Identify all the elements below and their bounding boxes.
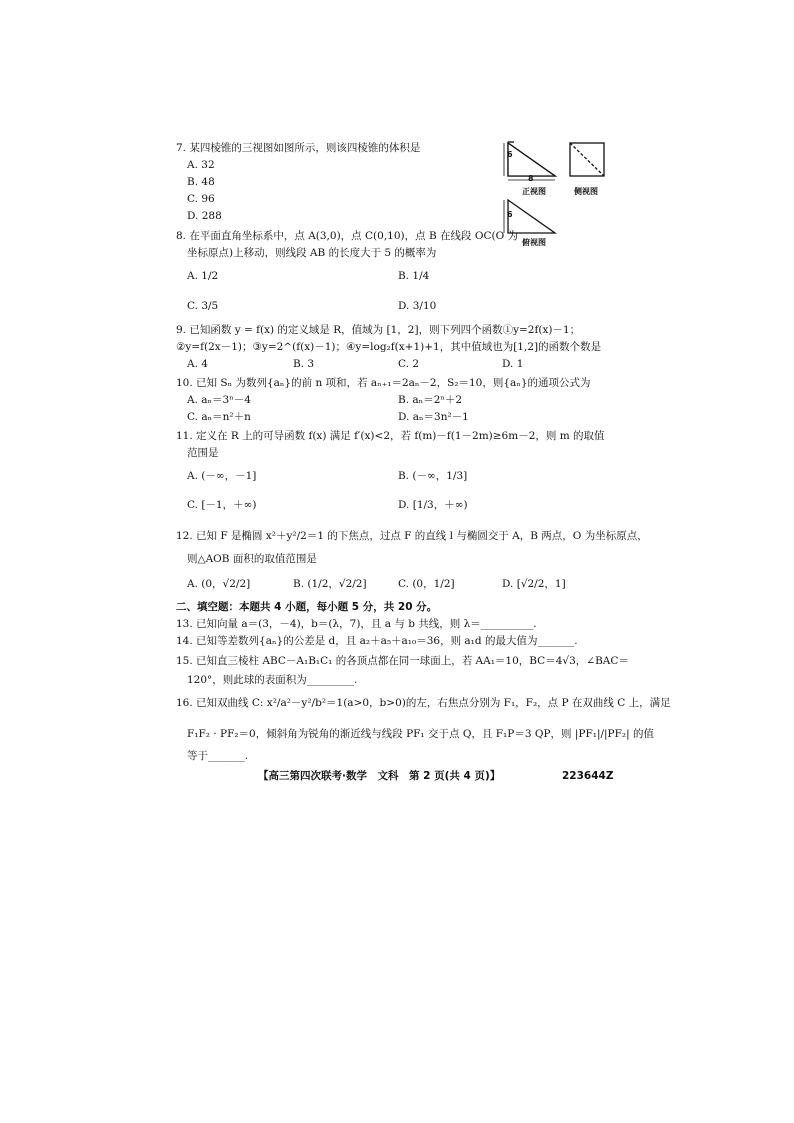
- q10-stem: 10. 已知 Sₙ 为数列{aₙ}的前 n 项和，若 aₙ₊₁＝2aₙ－2，S₂＝10，则{aₙ}的通项公式为: [176, 377, 591, 389]
- q16-line2: F₁F₂ · PF₂＝0，倾斜角为锐角的渐近线与线段 PF₁ 交于点 Q，且 F₁P＝3 QP，则 |PF₁|/|PF₂| 的值: [187, 728, 654, 740]
- q12-line1: 12. 已知 F 是椭圆 x²＋y²/2＝1 的下焦点，过点 F 的直线 l 与椭圆交于 A，B 两点，O 为坐标原点，: [176, 530, 648, 542]
- q8-option-b: B. 1/4: [398, 270, 430, 282]
- top-view-label: 俯视图: [522, 238, 546, 247]
- q12-option-a: A. (0，√2/2]: [187, 578, 251, 590]
- q9-option-b: B. 3: [293, 358, 315, 370]
- q11-line2: 范围是: [187, 447, 219, 459]
- q12-option-d: D. [√2/2，1]: [502, 578, 566, 590]
- q8-option-c: C. 3/5: [187, 300, 219, 312]
- q11-option-d: D. [1/3，＋∞): [398, 499, 468, 511]
- q9-option-d: D. 1: [502, 358, 524, 370]
- q11-line1: 11. 定义在 R 上的可导函数 f(x) 满足 f′(x)<2，若 f(m)－f(1－2m)≥6m－2，则 m 的取值: [176, 430, 605, 442]
- q9-option-a: A. 4: [187, 358, 208, 370]
- q10-option-b: B. aₙ＝2ⁿ＋2: [398, 394, 463, 406]
- q12-option-b: B. (1/2，√2/2]: [293, 578, 367, 590]
- q8-option-d: D. 3/10: [398, 300, 437, 312]
- q10-option-c: C. aₙ＝n²＋n: [187, 411, 251, 423]
- section-2-heading: 二、填空题：本题共 4 小题，每小题 5 分，共 20 分。: [176, 601, 438, 613]
- q16-line3: 等于_______.: [187, 750, 249, 762]
- q11-option-b: B. (－∞，1/3]: [398, 470, 468, 482]
- q9-line2: ②y=f(2x－1)；③y=2^(f(x)－1)；④y=log₂f(x+1)+1，其中值域也为[1,2]的函数个数是: [176, 341, 602, 353]
- q7-option-d: D. 288: [187, 210, 222, 222]
- q16-line1: 16. 已知双曲线 C: x²/a²－y²/b²＝1(a>0，b>0)的左，右焦点分别为 F₁，F₂，点 P 在双曲线 C 上，满足: [176, 697, 671, 709]
- q7-option-c: C. 96: [187, 193, 215, 205]
- q15-line2: 120°，则此球的表面积为_________.: [187, 674, 358, 686]
- q11-option-a: A. (－∞，－1]: [187, 470, 257, 482]
- q9-line1: 9. 已知函数 y = f(x) 的定义域是 R，值域为 [1，2]，则下列四个函数①y=2f(x)－1；: [176, 324, 581, 336]
- side-view-label: 侧视图: [574, 187, 598, 196]
- q7-option-b: B. 48: [187, 176, 215, 188]
- q7-stem: 7. 某四棱锥的三视图如图所示，则该四棱锥的体积是: [176, 142, 421, 154]
- top-dim-6: 6: [507, 210, 513, 219]
- q8-line1: 8. 在平面直角坐标系中，点 A(3,0)，点 C(0,10)，点 B 在线段 OC(O 为: [176, 230, 519, 242]
- q12-option-c: C. (0，1/2]: [398, 578, 455, 590]
- q7-option-a: A. 32: [187, 159, 215, 171]
- q11-option-c: C. [－1，＋∞): [187, 499, 257, 511]
- q12-line2: 则△AOB 面积的取值范围是: [187, 553, 317, 565]
- q8-line2: 坐标原点)上移动，则线段 AB 的长度大于 5 的概率为: [187, 247, 437, 259]
- front-dim-6: 6: [507, 150, 513, 159]
- q14-text: 14. 已知等差数列{aₙ}的公差是 d，且 a₂＋a₅＋a₁₀＝36，则 a₁d 的最大值为_______.: [176, 635, 578, 647]
- q9-option-c: C. 2: [398, 358, 420, 370]
- front-view-label: 正视图: [522, 187, 546, 196]
- q8-option-a: A. 1/2: [187, 270, 219, 282]
- q15-line1: 15. 已知直三棱柱 ABC－A₁B₁C₁ 的各顶点都在同一球面上，若 AA₁＝10，BC＝4√3，∠BAC＝: [176, 655, 629, 667]
- side-view-drawing: [570, 143, 604, 176]
- front-dim-8: 8: [528, 174, 534, 183]
- q10-option-d: D. aₙ＝3n²－1: [398, 411, 469, 423]
- footer-code: 223644Z: [562, 770, 614, 782]
- footer-title: 【高三第四次联考·数学 文科 第 2 页(共 4 页)】: [258, 770, 501, 782]
- q10-option-a: A. aₙ＝3ⁿ－4: [187, 394, 251, 406]
- q13-text: 13. 已知向量 a＝(3，－4)，b＝(λ，7)，且 a 与 b 共线，则 λ＝__________.: [176, 618, 537, 630]
